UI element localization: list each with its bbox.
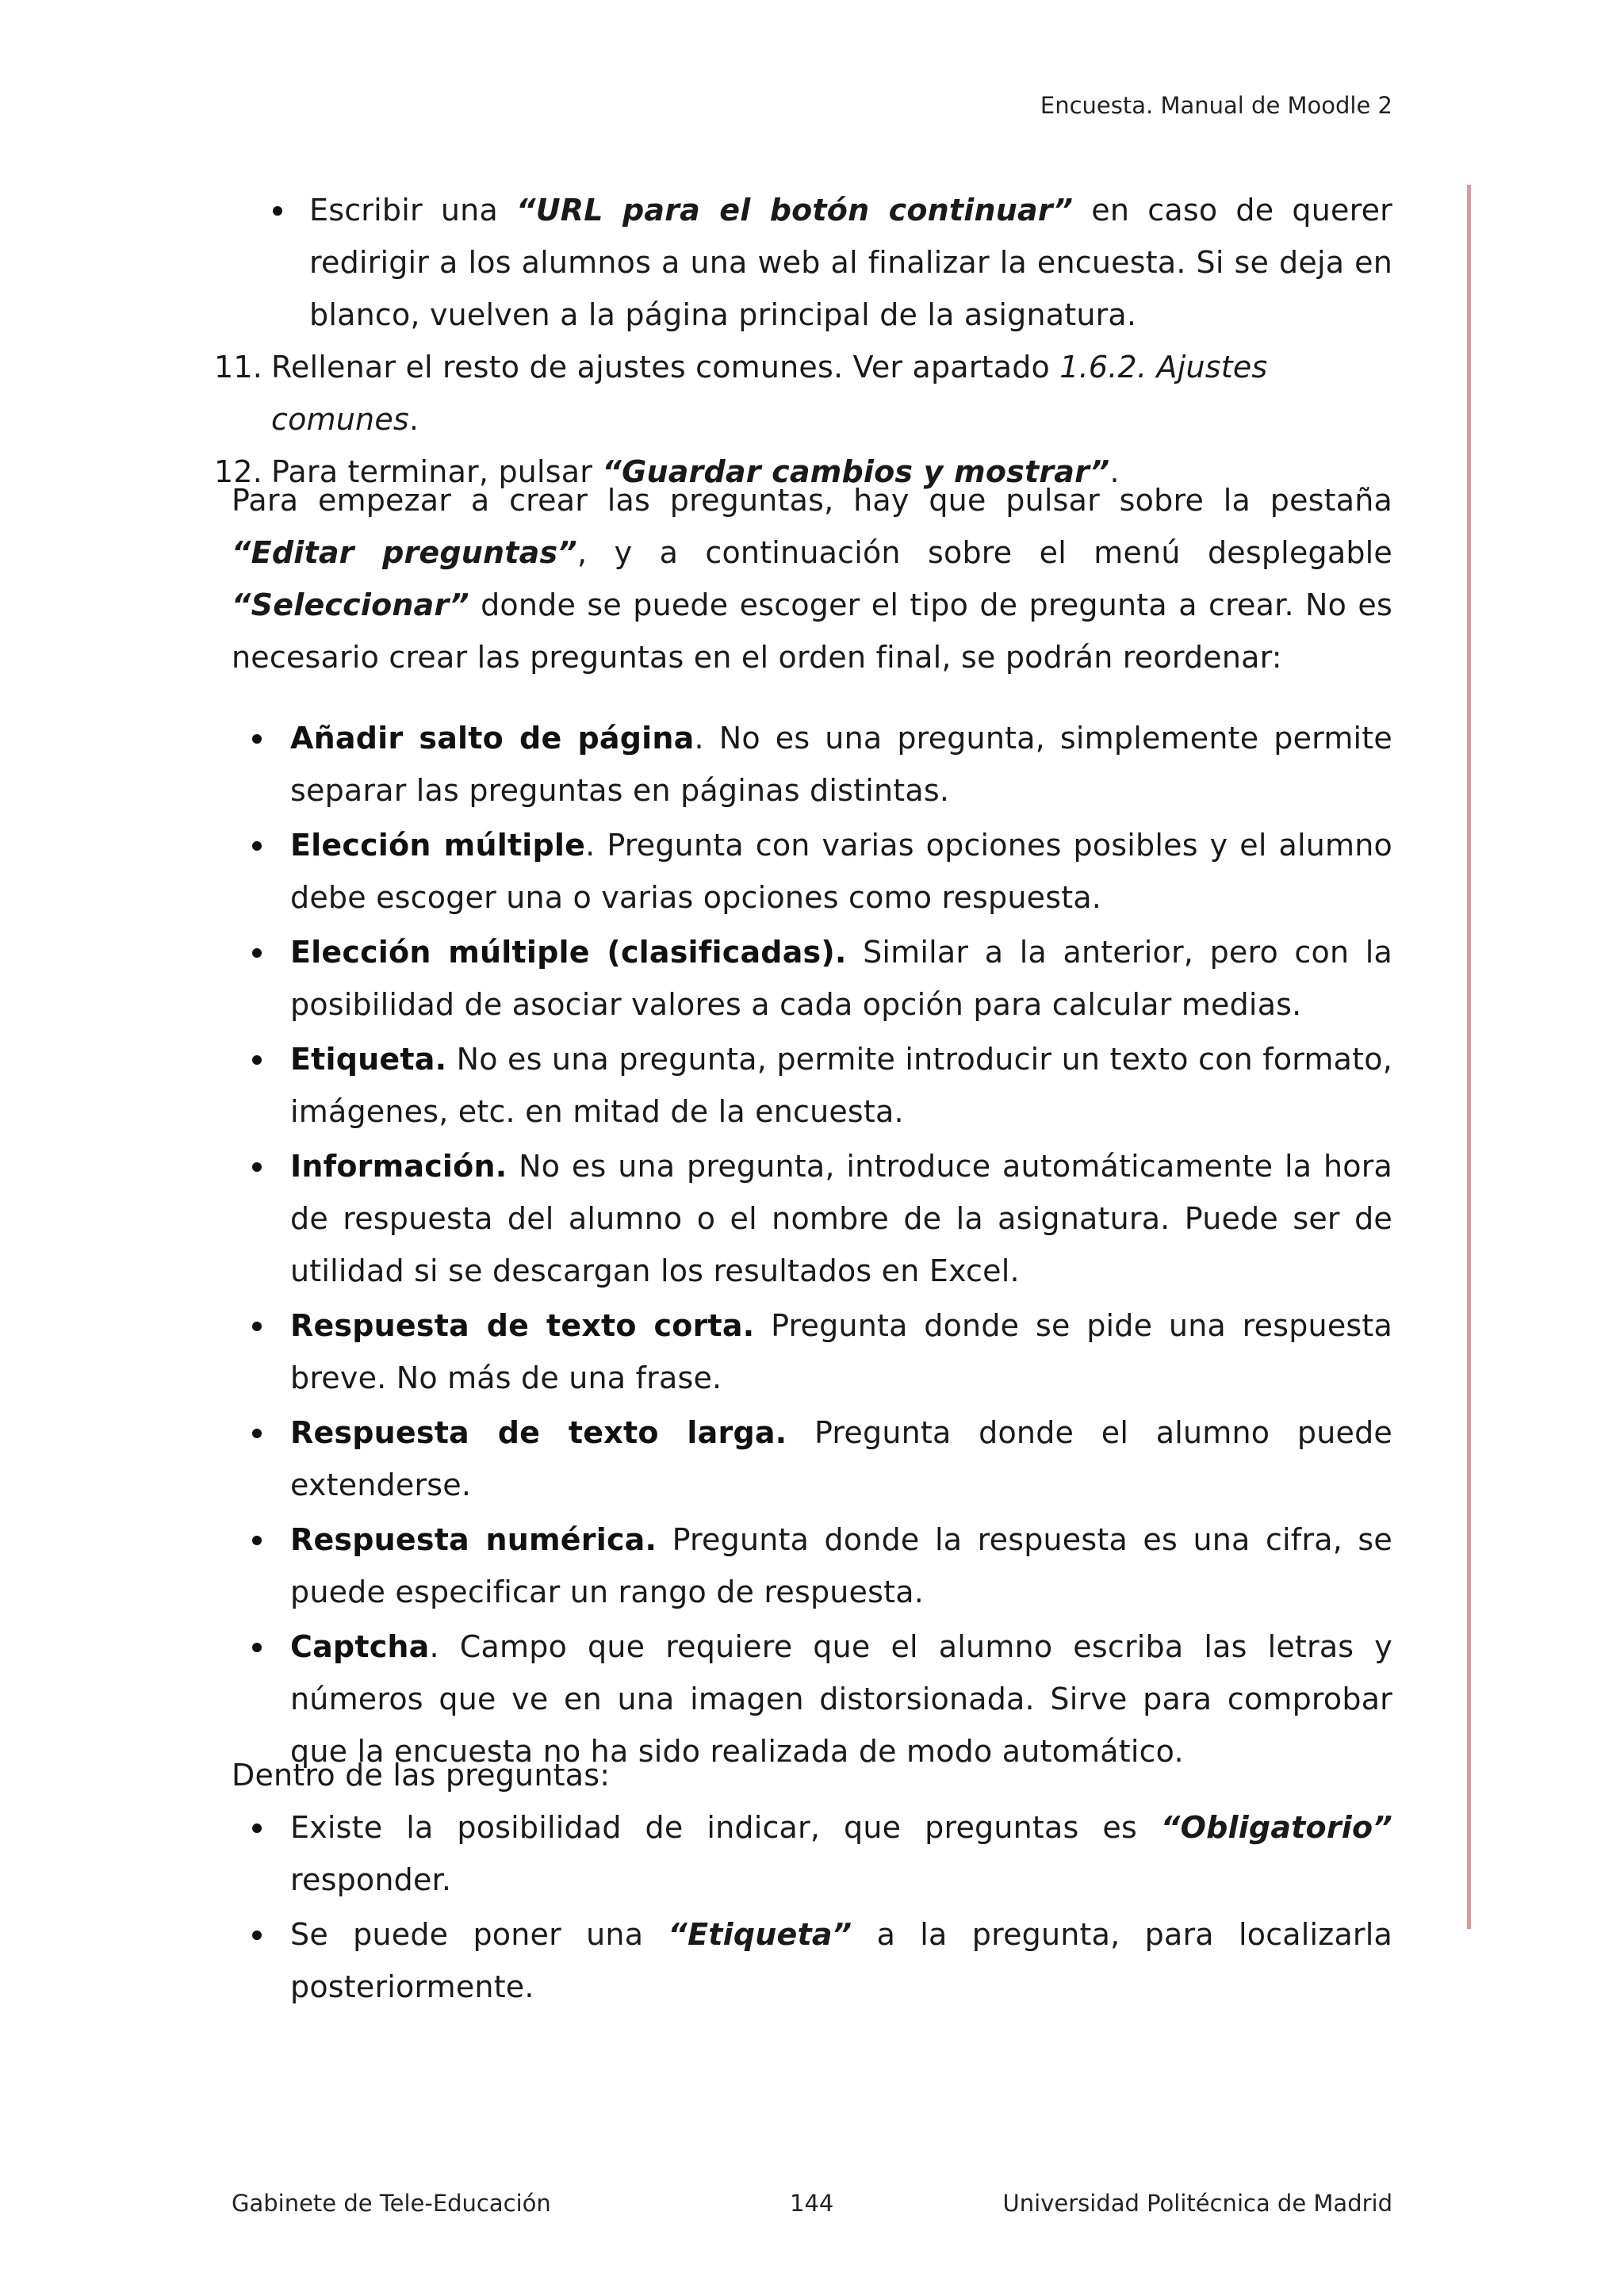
bullet-icon [273,206,282,216]
within-list [232,1801,1392,2013]
section-heading: Dentro de las preguntas: [232,1758,611,1793]
list-item: Etiqueta. No es una pregunta, permite introducir un texto con formato, imágenes, etc. en mitad de la encuesta. [232,1033,1392,1138]
within-questions [232,1749,1392,2015]
bullet-icon [252,1055,262,1065]
list-item: Captcha. Campo que requiere que el alumno escriba las letras y números que ve en una imagen distorsionada. Sirve para comprobar que la encuesta no ha sido realizada de modo automático. [232,1621,1392,1777]
bullet-icon [252,1823,262,1833]
bullet-icon [252,948,262,958]
list-item: Información. No es una pregunta, introduce automáticamente la hora de respuesta del alumno o el nombre de la asignatura. Puede ser de utilidad si se descargan los resultados en Excel. [232,1140,1392,1297]
list-item: Elección múltiple (clasificadas). Similar a la anterior, pero con la posibilidad de asociar valores a cada opción para calcular medias. [232,926,1392,1031]
bullet-icon [252,1931,262,1940]
bullet-icon [252,841,262,851]
bullet-icon [252,734,262,744]
list-item: Elección múltiple. Pregunta con varias opciones posibles y el alumno debe escoger una o varias opciones como respuesta. [232,819,1392,924]
bullet-icon [252,1536,262,1545]
margin-rule [1467,185,1471,1929]
intro-paragraph: Para empezar a crear las preguntas, hay que pulsar sobre la pestaña “Editar preguntas”, y a continuación sobre el menú desplegable “Seleccionar” donde se puede escoger el tipo de pregunta a crear. No es necesario crear las preguntas en el orden final, se podrán reordenar: [232,483,1392,675]
list-item: Escribir una “URL para el botón continuar” en caso de querer redirigir a los alumnos a una web al finalizar la encuesta. Si se deja en blanco, vuelven a la página principal de la asignatura. [232,184,1392,341]
bullet-icon [252,1162,262,1172]
list-item: Respuesta de texto larga. Pregunta donde el alumno puede extenderse. [232,1406,1392,1511]
list-item: Respuesta de texto corta. Pregunta donde se pide una respuesta breve. No más de una frase. [232,1299,1392,1404]
bullet-icon [252,1322,262,1331]
question-types [232,712,1392,1780]
footer-right: Universidad Politécnica de Madrid [1002,2190,1392,2217]
top-bullet-block [232,184,1392,343]
question-types-list [232,712,1392,1777]
list-item: Existe la posibilidad de indicar, que preguntas es “Obligatorio” responder. [232,1801,1392,1906]
step-11: 11. Rellenar el resto de ajustes comunes. Ver apartado 1.6.2. Ajustes comunes. [214,350,1268,437]
footer-left: Gabinete de Tele-Educación [232,2190,551,2217]
page-number: 144 [790,2190,834,2217]
list-item: Añadir salto de página. No es una pregunta, simplemente permite separar las preguntas en páginas distintas. [232,712,1392,817]
settings-bullet-list [232,184,1392,341]
running-header: Encuesta. Manual de Moodle 2 [1040,92,1392,119]
bullet-icon [252,1643,262,1652]
list-item: Respuesta numérica. Pregunta donde la respuesta es una cifra, se puede especificar un rango de respuesta. [232,1513,1392,1618]
bullet-icon [252,1429,262,1438]
list-item: Se puede poner una “Etiqueta” a la pregunta, para localizarla posteriormente. [232,1908,1392,2013]
step-12: 12. Para terminar, pulsar “Guardar cambios y mostrar”. [214,454,1120,489]
